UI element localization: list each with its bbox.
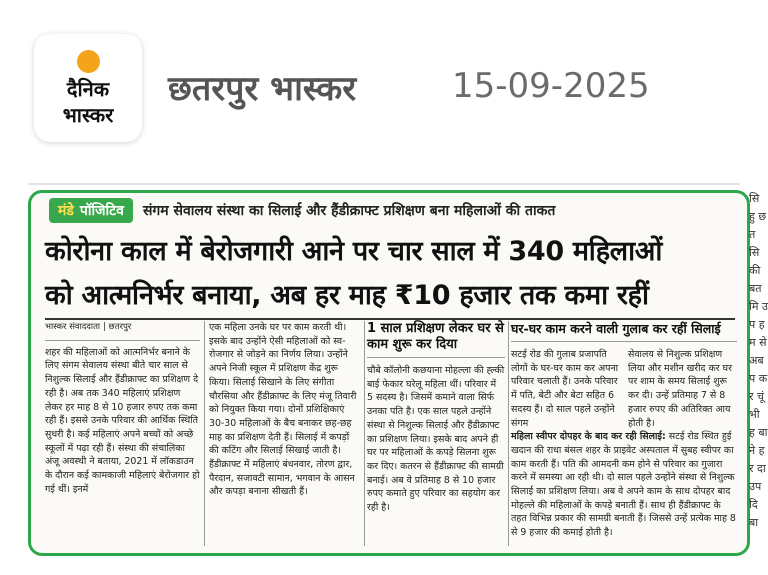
section-strip [49, 195, 717, 225]
byline [45, 321, 200, 341]
column-divider [508, 321, 509, 546]
article-kicker: संगम सेवालय संस्था का सिलाई और हैंडीक्राफ्ट प्रशिक्षण बना महिलाओं की ताकत [142, 202, 556, 219]
column-4-lead: महिला स्वीपर दोपहर के बाद कर रही सिलाई: [511, 431, 666, 443]
column-3-text: चौबे कॉलोनी कछयाना मोहल्ला की ह्ल्की बाई फेकार घरेलू महिला थीं। परिवार में 5 सदस्य है। जिसमें कमाने वाला सिर्फ उनका पति है। एक साल पहले उन्होंने संस्था से निशुल्क सिलाई और हैंडीक्राफ्ट का प्रशिक्षण लिया। इसके बाद अपने ही घर पर महिलाओं के कपड़े सिलना शुरू कर दिए। कतरन से हैंडीक्राफ्ट की सामग्री बनाई। अब वे प्रतिमाह 8 से 10 हजार रुपए कमाते हुए परिवार का सहयोग कर रही है। [367, 365, 505, 514]
headline-rule [45, 318, 735, 320]
section-tag-label: पॉजिटिव [79, 202, 124, 219]
column-3-subheading: 1 साल प्रशिक्षण लेकर घर से काम शुरू कर दिया [367, 321, 505, 358]
edition-title: छतरपुर भास्कर [168, 69, 357, 109]
headline-line-2: को आत्मनिर्भर बनाया, अब हर माह ₹10 हजार तक कमा रहीं [45, 280, 649, 311]
headline-line-1: कोरोना काल में बेरोजगारी आने पर चार साल में 340 महिलाओं [45, 236, 663, 267]
column-divider [204, 321, 205, 546]
next-clipping-edge: सि हु छत सि की बत मि उप हम से अब प कर चूं भी ह बा ने हर दा उप दि बा [749, 192, 768, 529]
logo-line-2: भास्कर [62, 103, 114, 127]
column-4-subheading: घर-घर काम करने वाली गुलाब कर रहीं सिलाई [511, 321, 737, 342]
column-4-text-a: सटई रोड की गुलाब प्रजापति लोगों के घर-घर काम कर अपना परिवार चलाती हैं। उनके परिवार में पति, बेटी और बेटा सहित 6 सदस्य हैं। दो साल पहले उन्होंने संगम [511, 349, 619, 429]
header-divider [28, 183, 740, 185]
article-column-2 [209, 321, 361, 499]
column-1-text: शहर की महिलाओं को आत्मनिर्भर बनाने के लिए संगम सेवालय संस्था बीते चार साल से निशुल्क सिलाई और हैंडीक्राफ्ट का प्रशिक्षण दे रही है। अब तक 340 महिलाएं प्रशिक्षण लेकर हर माह 8 से 10 हजार रुपए तक कमा रही हैं। इससे उनके परिवार की आर्थिक स्थिति सुधरी है। कई महिलाएं अपने बच्चों को अच्छे स्कूलों में पढ़ा रही हैं। संस्था की संचालिका अंजू अवस्थी ने बताया, 2021 में लॉकडाउन के दौरान कई कामकाजी महिलाएं बेरोजगार हो गई थीं। इनमें [45, 346, 200, 495]
dainik-bhaskar-logo [34, 34, 142, 142]
article-column-3 [367, 321, 505, 515]
edition-date: 15-09-2025 [452, 66, 650, 106]
column-divider [364, 321, 365, 546]
column-4-paragraph [511, 430, 737, 540]
column-4-text-b: सेवालय से निशुल्क प्रशिक्षण लिया और मशीन खरीद कर घर पर शाम के समय सिलाई शुरू कर दी। उन्हें प्रतिमाह 7 से 8 हजार रुपए की अतिरिक्त आय होती है। [628, 349, 732, 429]
byline-author: भास्कर संवाददाता [45, 322, 101, 332]
article-column-4 [511, 321, 737, 540]
logo-line-1: दैनिक [66, 77, 110, 101]
article-column-1 [45, 321, 200, 496]
section-tag [49, 198, 133, 223]
byline-place: | छतरपुर [103, 322, 132, 332]
column-2-text: एक महिला उनके घर पर काम करती थी। इसके बाद उन्होंने ऐसी महिलाओं को स्व-रोजगार से जोड़ने का निर्णय लिया। उन्होंने अपने निजी स्कूल में प्रशिक्षण केंद्र शुरू किया। सिलाई सिखाने के लिए संगीता चौरसिया और हैंडीक्राफ्ट के लिए मंजू तिवारी को नियुक्त किया गया। दोनों प्रशिक्षिकाएं 30-30 महिलाओं के बैच बनाकर छह-छह माह का प्रशिक्षण देती हैं। सिलाई में कपड़ों की कटिंग और सिलाई सिखाई जाती है। हैंडीक्राफ्ट में महिलाएं बंधनवार, तोरण द्वार, पैरदान, सजावटी सामान, भगवान के आसन और कपड़ा बनाना सीखती हैं। [209, 322, 357, 498]
column-4-text-c: सटई रोड स्थित हुई खदान की राधा बंसल शहर के प्राइवेट अस्पताल में सुबह स्वीपर का काम करती हैं। पति की आमदनी कम होने से परिवार का गुजारा करने में समस्या आ रही थी। दो साल पहले उन्होंने संस्था से निशुल्क सिलाई का प्रशिक्षण लिया। अब वे अपने काम के साथ दोपहर बाद मोहल्ले की महिलाओं के कपड़े बनाती हैं। साथ ही हैंडीक्राफ्ट के तहत विभिन्न प्रकार की सामग्री बनाती हैं। जिससे उन्हें प्रत्येक माह 8 से 9 हजार की कमाई होती है। [511, 431, 736, 539]
column-4-split [511, 348, 737, 430]
logo-sun-icon [77, 50, 100, 73]
news-clipping [28, 190, 750, 556]
section-tag-place: मंडे [58, 202, 74, 219]
